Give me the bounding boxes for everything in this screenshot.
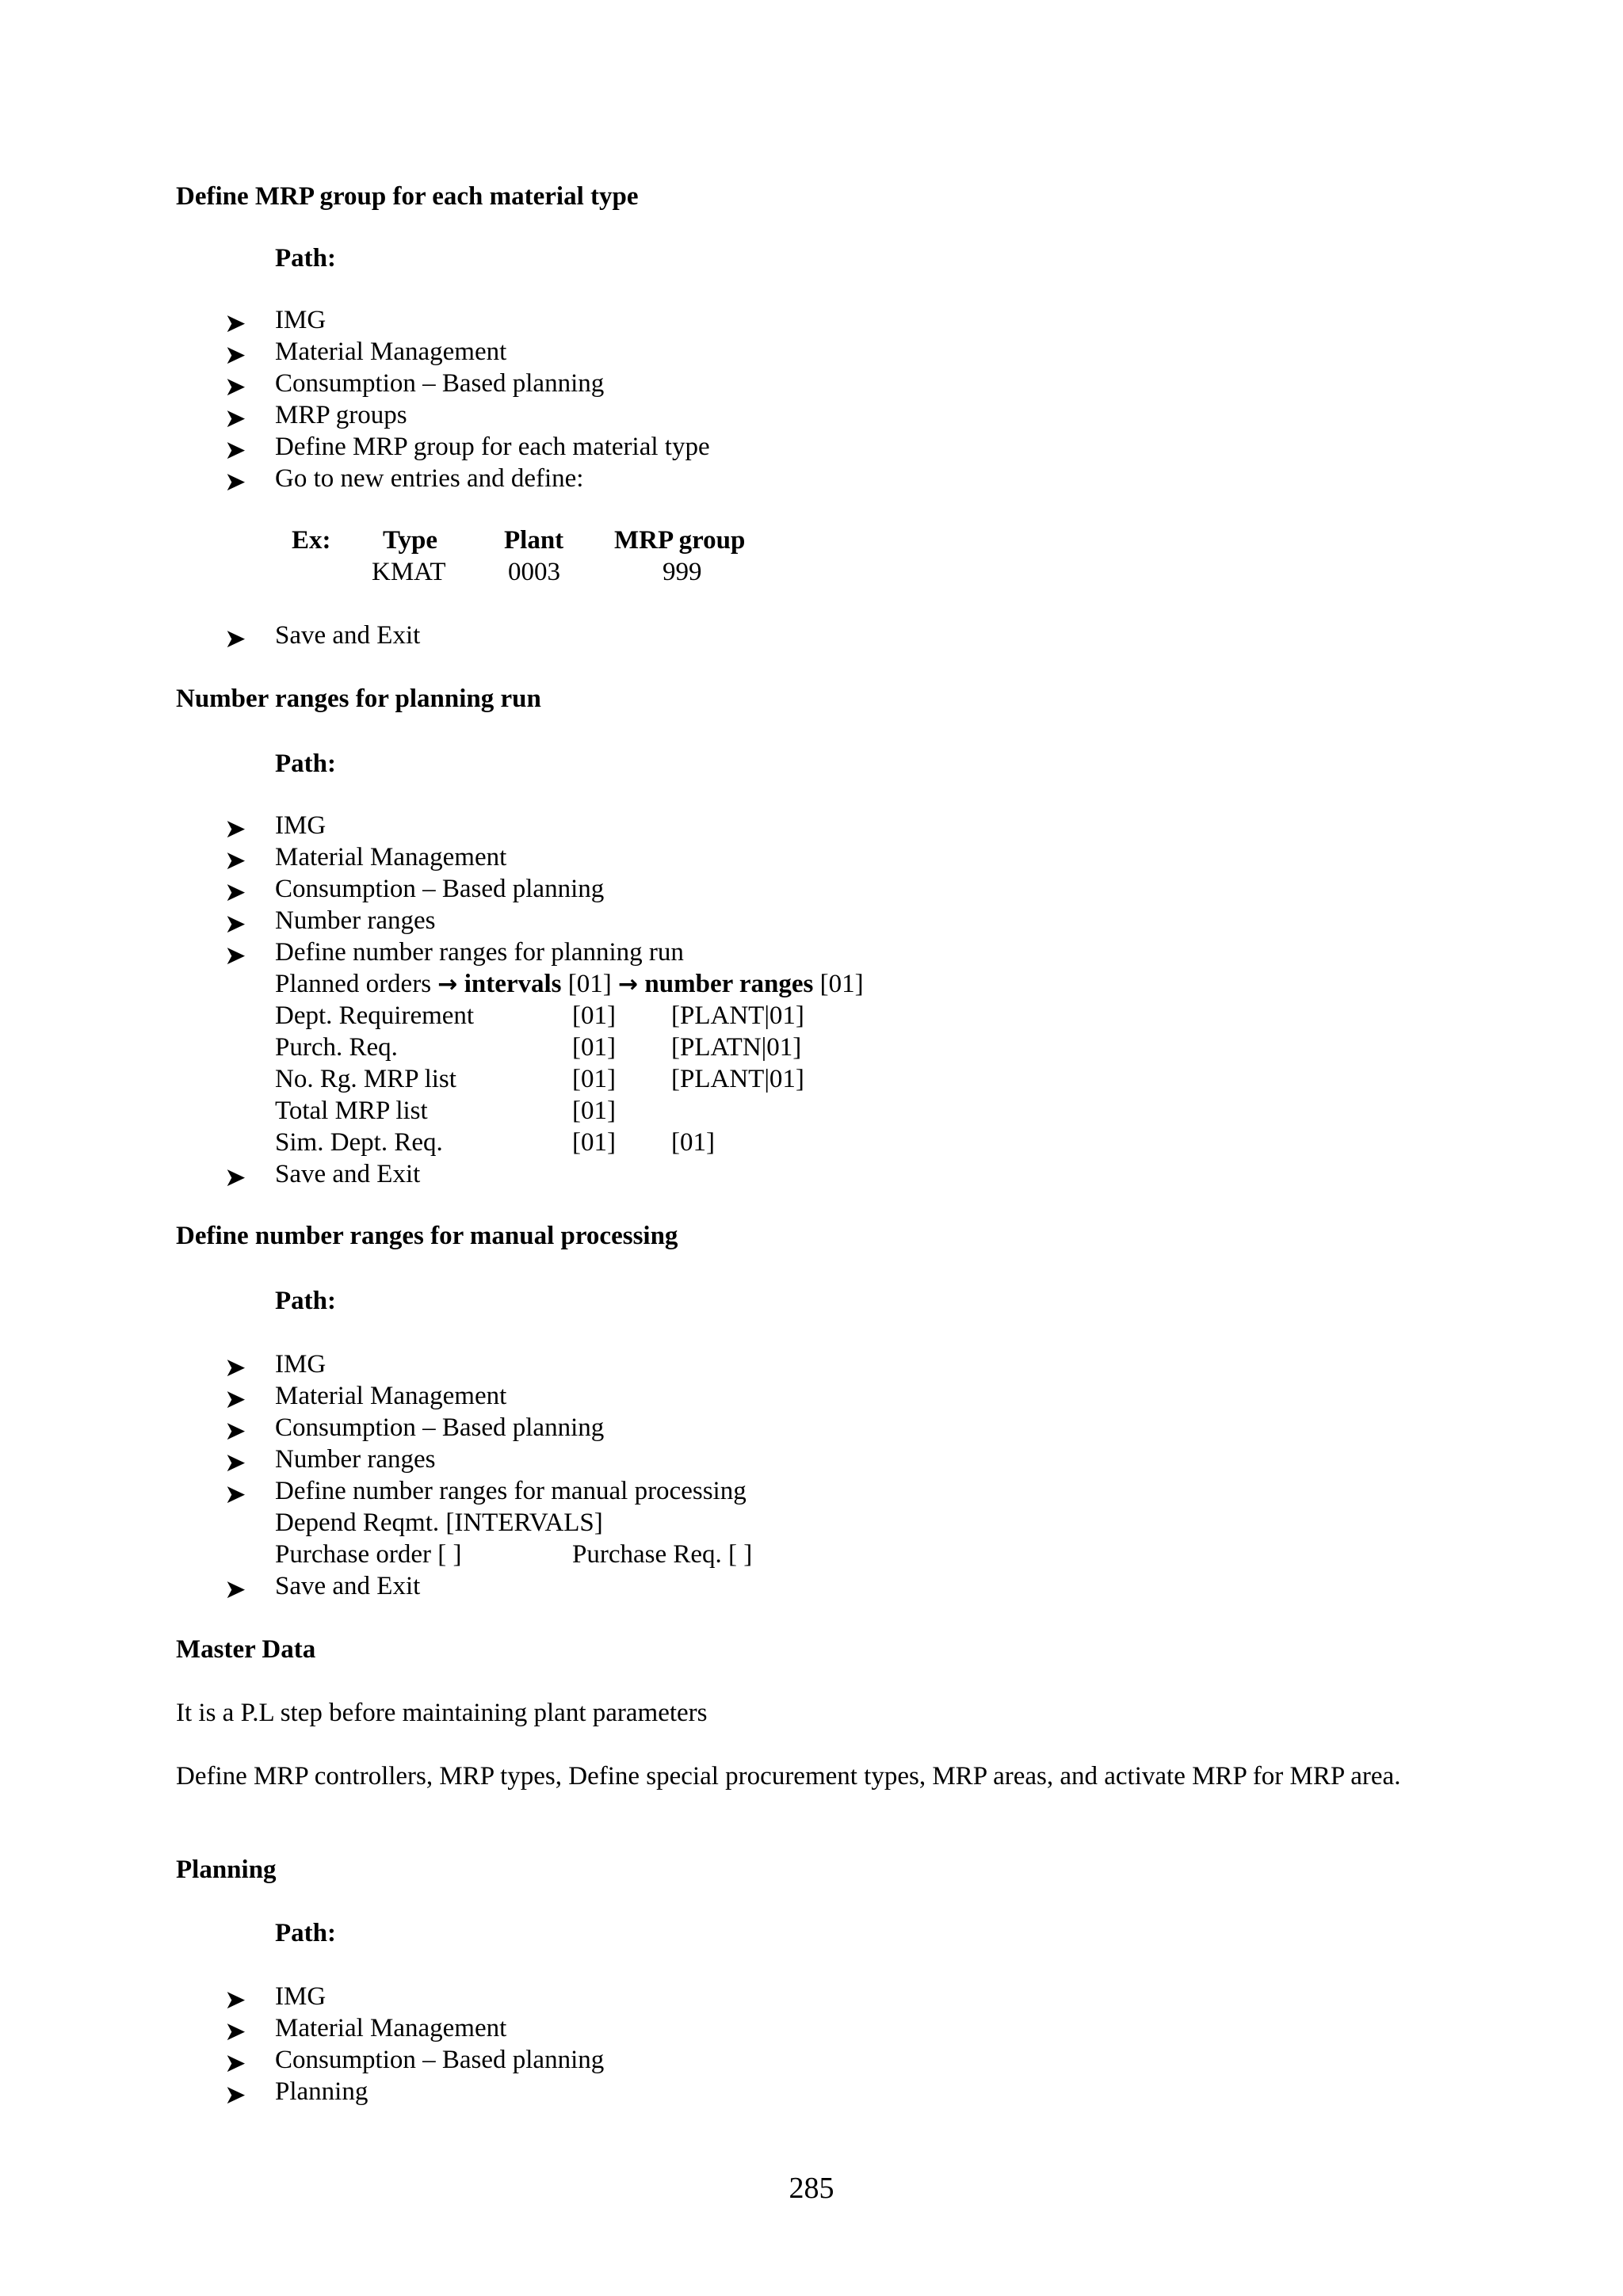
bullet-arrow-icon: ➤ xyxy=(224,910,246,939)
page-number: 285 xyxy=(789,2172,834,2205)
bullet-arrow-icon: ➤ xyxy=(224,2081,246,2110)
example-header-mrp-group: MRP group xyxy=(614,526,746,555)
list-item: Planning xyxy=(275,2077,369,2106)
bullet-arrow-icon: ➤ xyxy=(224,468,246,497)
list-item: Number ranges xyxy=(275,1445,436,1474)
bullet-arrow-icon: ➤ xyxy=(224,815,246,844)
section-heading-number-ranges-planning: Number ranges for planning run xyxy=(176,685,541,713)
list-item: Save and Exit xyxy=(275,621,421,650)
bullet-arrow-icon: ➤ xyxy=(224,847,246,875)
example-cell-mrp-group: 999 xyxy=(663,558,702,586)
list-item: Consumption – Based planning xyxy=(275,1413,605,1442)
list-item: IMG xyxy=(275,1350,327,1379)
range-row-name: Total MRP list xyxy=(275,1097,428,1125)
list-item: Material Management xyxy=(275,2014,507,2042)
list-item: IMG xyxy=(275,811,327,840)
intervals-value: [01] xyxy=(567,970,612,998)
planned-orders-prefix: Planned orders xyxy=(275,970,432,998)
bullet-arrow-icon: ➤ xyxy=(224,341,246,370)
list-item: Number ranges xyxy=(275,906,436,935)
example-label: Ex: xyxy=(292,526,331,555)
number-ranges-label: number ranges xyxy=(644,970,814,998)
range-row-number-range: [01] xyxy=(671,1128,715,1157)
bullet-arrow-icon: ➤ xyxy=(224,625,246,654)
list-item: IMG xyxy=(275,1982,327,2011)
range-row-name: No. Rg. MRP list xyxy=(275,1065,456,1093)
list-item: Consumption – Based planning xyxy=(275,369,605,398)
range-row-interval: [01] xyxy=(572,1001,616,1030)
list-item: MRP groups xyxy=(275,401,407,429)
depend-reqmt-line: Depend Reqmt. [INTERVALS] xyxy=(275,1508,603,1537)
bullet-arrow-icon: ➤ xyxy=(224,1481,246,1509)
range-row-name: Purch. Req. xyxy=(275,1033,398,1062)
bullet-arrow-icon: ➤ xyxy=(224,879,246,907)
bullet-arrow-icon: ➤ xyxy=(224,1354,246,1383)
bullet-arrow-icon: ➤ xyxy=(224,2050,246,2078)
range-row-interval: [01] xyxy=(572,1065,616,1093)
section-heading-planning: Planning xyxy=(176,1855,277,1884)
list-item: Go to new entries and define: xyxy=(275,464,584,493)
path-label: Path: xyxy=(275,749,336,778)
bullet-arrow-icon: ➤ xyxy=(224,1449,246,1478)
bullet-arrow-icon: ➤ xyxy=(224,1417,246,1446)
list-item: Define number ranges for manual processing xyxy=(275,1477,747,1505)
paragraph: Define MRP controllers, MRP types, Define special procurement types, MRP areas, and activate MRP for MRP area. xyxy=(176,1762,1401,1791)
section-heading-mrp-group: Define MRP group for each material type xyxy=(176,182,639,211)
right-arrow-icon: → xyxy=(437,971,458,998)
list-item: Material Management xyxy=(275,338,507,366)
list-item: Material Management xyxy=(275,1382,507,1410)
planned-orders-line xyxy=(275,970,864,999)
path-label: Path: xyxy=(275,1287,336,1315)
example-cell-type: KMAT xyxy=(372,558,446,586)
bullet-arrow-icon: ➤ xyxy=(224,405,246,433)
bullet-arrow-icon: ➤ xyxy=(224,1386,246,1414)
range-row-number-range: [PLANT|01] xyxy=(671,1065,804,1093)
list-item: Define number ranges for planning run xyxy=(275,938,684,967)
list-item: Save and Exit xyxy=(275,1160,421,1188)
path-label: Path: xyxy=(275,244,336,273)
list-item: Material Management xyxy=(275,843,507,871)
range-row-name: Sim. Dept. Req. xyxy=(275,1128,443,1157)
number-ranges-value: [01] xyxy=(819,970,864,998)
section-heading-manual-processing: Define number ranges for manual processing xyxy=(176,1222,678,1250)
list-item: Consumption – Based planning xyxy=(275,2046,605,2074)
list-item: Consumption – Based planning xyxy=(275,875,605,903)
list-item: Define MRP group for each material type xyxy=(275,433,710,461)
range-row-number-range: [PLANT|01] xyxy=(671,1001,804,1030)
example-cell-plant: 0003 xyxy=(508,558,560,586)
list-item: Save and Exit xyxy=(275,1572,421,1600)
paragraph: It is a P.L step before maintaining plant parameters xyxy=(176,1699,708,1727)
section-heading-master-data: Master Data xyxy=(176,1635,316,1664)
bullet-arrow-icon: ➤ xyxy=(224,310,246,338)
example-header-type: Type xyxy=(383,526,438,555)
example-header-plant: Plant xyxy=(504,526,564,555)
range-row-interval: [01] xyxy=(572,1033,616,1062)
range-row-interval: [01] xyxy=(572,1128,616,1157)
range-row-number-range: [PLATN|01] xyxy=(671,1033,802,1062)
bullet-arrow-icon: ➤ xyxy=(224,2018,246,2046)
path-label: Path: xyxy=(275,1919,336,1947)
bullet-arrow-icon: ➤ xyxy=(224,1576,246,1604)
bullet-arrow-icon: ➤ xyxy=(224,1986,246,2015)
right-arrow-icon: → xyxy=(618,971,639,998)
bullet-arrow-icon: ➤ xyxy=(224,437,246,465)
purchase-order-line: Purchase order [ ] xyxy=(275,1540,462,1569)
bullet-arrow-icon: ➤ xyxy=(224,1164,246,1192)
bullet-arrow-icon: ➤ xyxy=(224,373,246,402)
range-row-interval: [01] xyxy=(572,1097,616,1125)
intervals-label: intervals xyxy=(464,970,562,998)
purchase-req-line: Purchase Req. [ ] xyxy=(572,1540,753,1569)
list-item: IMG xyxy=(275,306,327,334)
range-row-name: Dept. Requirement xyxy=(275,1001,475,1030)
bullet-arrow-icon: ➤ xyxy=(224,942,246,971)
